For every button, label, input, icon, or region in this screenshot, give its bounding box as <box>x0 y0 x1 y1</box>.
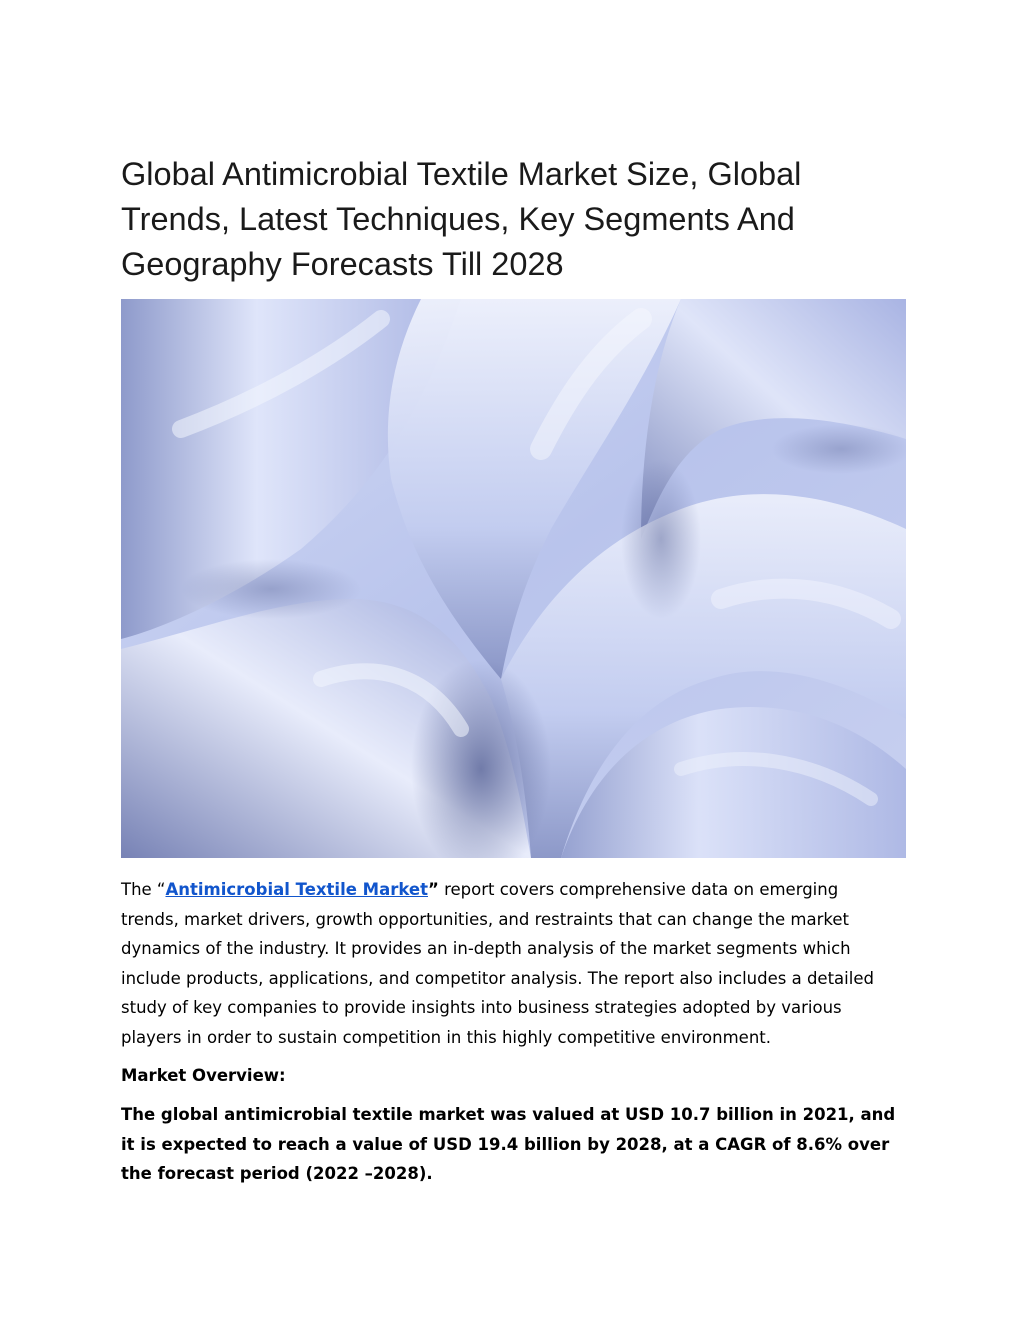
intro-prefix: The “ <box>121 880 166 899</box>
document-title: Global Antimicrobial Textile Market Size, Global Trends, Latest Techniques, Key Segments And Geography Forecasts Till 2028 <box>121 156 802 282</box>
fabric-photo <box>121 299 906 858</box>
intro-body-text: report covers comprehensive data on emerging trends, market drivers, growth opportunities, and restraints that can change the market dynamics of the industry. It provides an in-depth analysis of the market segments which include products, applications, and competitor analysis. The report also includes a detailed study of key companies to provide insights into business strategies adopted by various players in order to sustain competition in this highly competitive environment. <box>121 880 874 1047</box>
fabric-photo-graphic <box>121 299 906 858</box>
market-overview-heading: Market Overview: <box>121 1066 286 1085</box>
market-overview-text: The global antimicrobial textile market was valued at USD 10.7 billion in 2021, and it is expected to reach a value of USD 19.4 billion by 2028, at a CAGR of 8.6% over the forecast period (2022 –2028). <box>121 1105 896 1183</box>
intro-paragraph <box>121 875 901 1052</box>
intro-close-quote: ” <box>427 880 439 899</box>
market-report-link[interactable]: Antimicrobial Textile Market <box>165 880 428 899</box>
